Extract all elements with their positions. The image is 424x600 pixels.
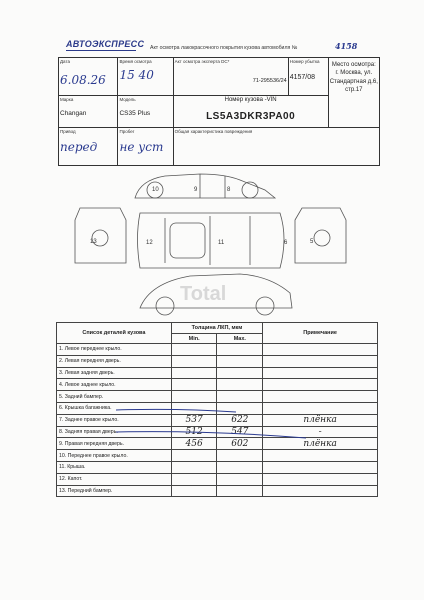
dc-label: Акт осмотра эксперта DC* bbox=[174, 59, 230, 64]
max-value bbox=[217, 355, 263, 367]
min-value bbox=[171, 355, 217, 367]
table-row bbox=[57, 355, 378, 367]
table-row bbox=[57, 473, 378, 485]
col-note-header: Примечание bbox=[263, 323, 378, 344]
part-name: 11. Крыша. bbox=[57, 461, 172, 473]
mileage-value: не уст bbox=[119, 140, 164, 154]
max-value bbox=[217, 379, 263, 391]
zone-label-8: 8 bbox=[227, 187, 231, 193]
car-rear-view bbox=[295, 208, 346, 263]
date-label: Дата bbox=[60, 59, 70, 64]
min-value bbox=[171, 485, 217, 497]
table-row bbox=[57, 367, 378, 379]
part-name: 9. Правая передняя дверь. bbox=[57, 438, 172, 450]
note-value bbox=[263, 367, 378, 379]
min-value bbox=[171, 379, 217, 391]
date-value: 6.08.26 bbox=[60, 73, 106, 87]
zone-label-6: 6 bbox=[284, 240, 288, 246]
max-value bbox=[217, 485, 263, 497]
col-min-header: Min. bbox=[171, 334, 217, 344]
vin-cell bbox=[173, 96, 328, 128]
part-name: 13. Передний бампер. bbox=[57, 485, 172, 497]
model-cell bbox=[118, 96, 173, 128]
note-value: плёнка bbox=[263, 438, 378, 450]
document-title: Акт осмотра лакокрасочного покрытия кузова автомобиля № bbox=[150, 45, 298, 51]
claim-value: 4157/08 bbox=[289, 74, 316, 81]
claim-label: Номер убытка bbox=[289, 59, 320, 64]
extra-cell bbox=[173, 128, 379, 166]
note-value bbox=[263, 379, 378, 391]
max-value: 547 bbox=[217, 426, 263, 438]
min-value: 512 bbox=[171, 426, 217, 438]
time-label: Время осмотра bbox=[119, 59, 152, 64]
part-name: 10. Переднее правое крыло. bbox=[57, 450, 172, 462]
part-name: 3. Левая задняя дверь. bbox=[57, 367, 172, 379]
part-name: 8. Задняя правая дверь. bbox=[57, 426, 172, 438]
document-number: 4158 bbox=[335, 41, 358, 51]
car-top-view bbox=[138, 213, 285, 268]
zone-label-12: 12 bbox=[146, 240, 153, 246]
brand-value: Changan bbox=[60, 110, 87, 117]
note-value bbox=[263, 344, 378, 356]
zone-label-9: 9 bbox=[194, 187, 198, 193]
vin-label: Номер кузова -VIN bbox=[224, 97, 277, 103]
company-logo bbox=[66, 39, 144, 49]
brand-label: Марка bbox=[60, 97, 74, 102]
car-front-view bbox=[75, 208, 126, 263]
place-label: Место осмотра: bbox=[331, 62, 376, 68]
part-name: 6. Крышка багажника. bbox=[57, 402, 172, 414]
table-row bbox=[57, 461, 378, 473]
date-cell bbox=[59, 58, 118, 96]
mileage-label: Пробег bbox=[119, 129, 135, 134]
note-value: плёнка bbox=[263, 414, 378, 426]
drive-label: Привод bbox=[60, 129, 76, 134]
min-value: 537 bbox=[171, 414, 217, 426]
watermark-text: Total bbox=[180, 283, 227, 305]
note-value bbox=[263, 485, 378, 497]
max-value bbox=[217, 461, 263, 473]
part-name: 2. Левая передняя дверь. bbox=[57, 355, 172, 367]
place-cell bbox=[328, 58, 379, 128]
part-name: 1. Левое переднее крыло. bbox=[57, 344, 172, 356]
claim-cell bbox=[288, 58, 328, 96]
max-value: 622 bbox=[217, 414, 263, 426]
zone-label-5: 5 bbox=[310, 239, 314, 245]
min-value bbox=[171, 367, 217, 379]
col-max-header: Max. bbox=[217, 334, 263, 344]
part-name: 4. Левое заднее крыло. bbox=[57, 379, 172, 391]
col-list-header: Список деталей кузова bbox=[57, 323, 172, 344]
car-side-top bbox=[135, 174, 275, 198]
max-value: 602 bbox=[217, 438, 263, 450]
info-table bbox=[58, 57, 380, 166]
mileage-cell bbox=[118, 128, 173, 166]
time-cell bbox=[118, 58, 173, 96]
table-row bbox=[57, 379, 378, 391]
min-value bbox=[171, 473, 217, 485]
max-value bbox=[217, 473, 263, 485]
dc-cell bbox=[173, 58, 288, 96]
table-row bbox=[57, 344, 378, 356]
vin-value: LS5A3DKR3PA00 bbox=[206, 111, 296, 122]
model-value: CS35 Plus bbox=[119, 110, 151, 117]
place-value: г. Москва, ул. Стандартная д.6, стр.17 bbox=[329, 70, 378, 93]
drive-value: перед bbox=[60, 140, 98, 154]
zone-label-11: 11 bbox=[218, 240, 225, 246]
time-value: 15 40 bbox=[119, 68, 154, 82]
table-row bbox=[57, 485, 378, 497]
brand-cell bbox=[59, 96, 118, 128]
max-value bbox=[217, 367, 263, 379]
min-value bbox=[171, 461, 217, 473]
dc-value: 71-295536/24 bbox=[252, 78, 287, 84]
col-thickness-header: Толщина ЛКП, мкм bbox=[171, 323, 262, 334]
min-value: 456 bbox=[171, 438, 217, 450]
note-value bbox=[263, 473, 378, 485]
car-diagram bbox=[40, 168, 380, 328]
min-value bbox=[171, 344, 217, 356]
handwriting-strokes bbox=[56, 400, 378, 460]
model-label: Модель bbox=[119, 97, 136, 102]
part-name: 5. Задний бампер. bbox=[57, 391, 172, 403]
part-name: 12. Капот. bbox=[57, 473, 172, 485]
note-value: - bbox=[263, 426, 378, 438]
max-value bbox=[217, 344, 263, 356]
part-name: 7. Заднее правое крыло. bbox=[57, 414, 172, 426]
zone-label-10: 10 bbox=[152, 187, 159, 193]
note-value bbox=[263, 355, 378, 367]
logo-text: АВТОЭКСПРЕСС bbox=[66, 39, 145, 49]
note-value bbox=[263, 461, 378, 473]
zone-label-13: 13 bbox=[90, 239, 97, 245]
drive-cell bbox=[59, 128, 118, 166]
extra-label: Общая характеристика повреждения bbox=[174, 129, 253, 134]
